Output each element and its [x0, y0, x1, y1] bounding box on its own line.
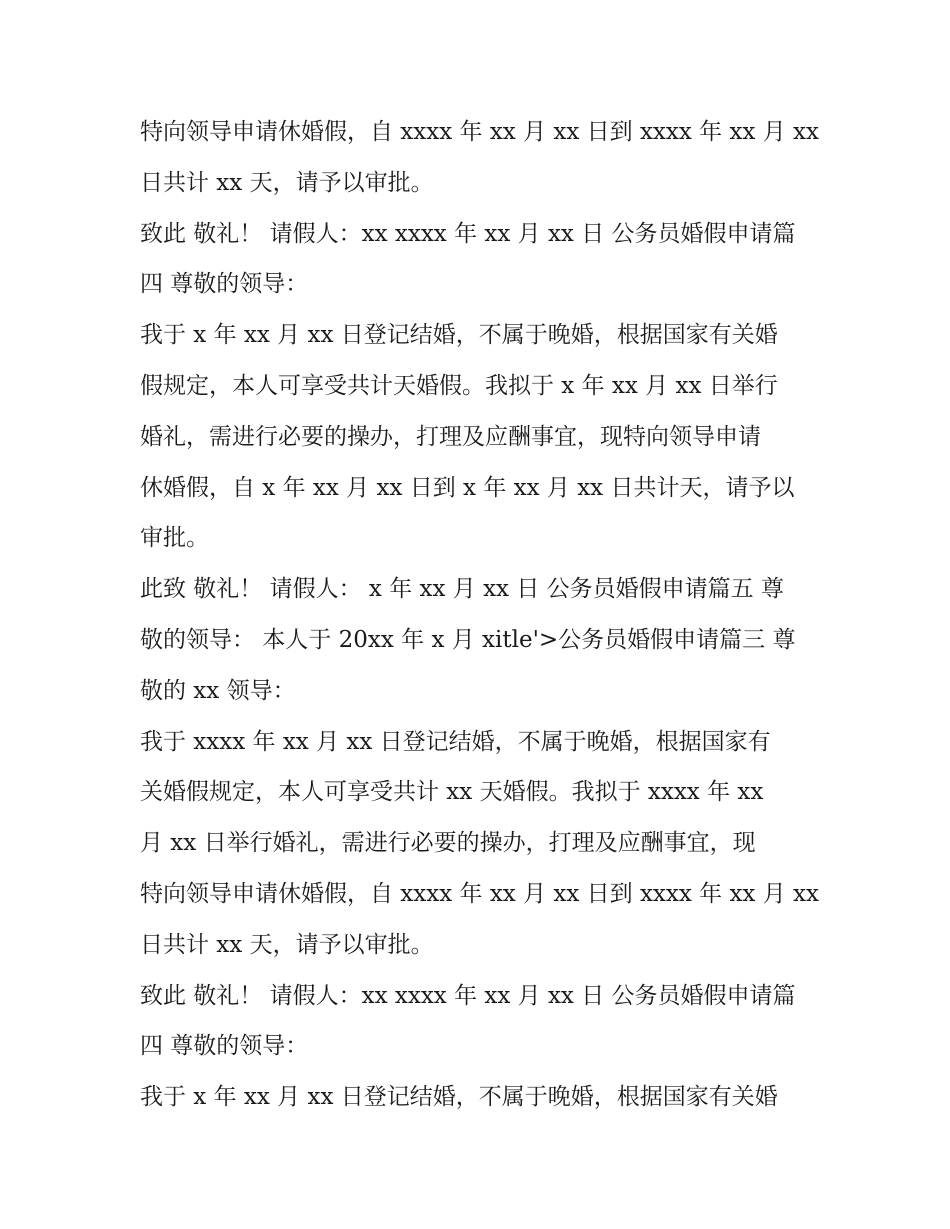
text-line: 月 xx 日举行婚礼，需进行必要的操办，打理及应酬事宜，现: [140, 830, 756, 857]
text-line: 敬的 xx 领导：: [140, 677, 296, 704]
text-line: 我于 x 年 xx 月 xx 日登记结婚，不属于晚婚，根据国家有关婚: [140, 1084, 778, 1111]
text-line: 致此 敬礼！ 请假人：xx xxxx 年 xx 月 xx 日 公务员婚假申请篇: [140, 220, 796, 247]
text-line: 婚礼，需进行必要的操办，打理及应酬事宜，现特向领导申请: [140, 423, 761, 450]
text-line: 假规定，本人可享受共计天婚假。我拟于 x 年 xx 月 xx 日举行: [140, 372, 778, 399]
text-line: 关婚假规定，本人可享受共计 xx 天婚假。我拟于 xxxx 年 xx: [140, 779, 764, 806]
text-line: 此致 敬礼！ 请假人： x 年 xx 月 xx 日 公务员婚假申请篇五 尊: [140, 576, 784, 603]
text-line: 敬的领导： 本人于 20xx 年 x 月 xitle'>公务员婚假申请篇三 尊: [140, 626, 796, 653]
text-line: 审批。: [140, 525, 209, 552]
text-line: 日共计 xx 天，请予以审批。: [140, 931, 434, 958]
text-line: 我于 x 年 xx 月 xx 日登记结婚，不属于晚婚，根据国家有关婚: [140, 322, 778, 349]
text-line: 四 尊敬的领导：: [140, 1033, 309, 1060]
text-line: 特向领导申请休婚假，自 xxxx 年 xx 月 xx 日到 xxxx 年 xx 月 xx: [140, 880, 819, 907]
text-line: 四 尊敬的领导：: [140, 271, 309, 298]
text-line: 致此 敬礼！ 请假人：xx xxxx 年 xx 月 xx 日 公务员婚假申请篇: [140, 982, 796, 1009]
document-body: [140, 107, 820, 1123]
text-line: 休婚假，自 x 年 xx 月 xx 日到 x 年 xx 月 xx 日共计天，请予以: [140, 474, 795, 501]
text-line: 我于 xxxx 年 xx 月 xx 日登记结婚，不属于晚婚，根据国家有: [140, 728, 771, 755]
text-line: 特向领导申请休婚假，自 xxxx 年 xx 月 xx 日到 xxxx 年 xx 月 xx: [140, 119, 819, 145]
text-line: 日共计 xx 天，请予以审批。: [140, 169, 434, 196]
